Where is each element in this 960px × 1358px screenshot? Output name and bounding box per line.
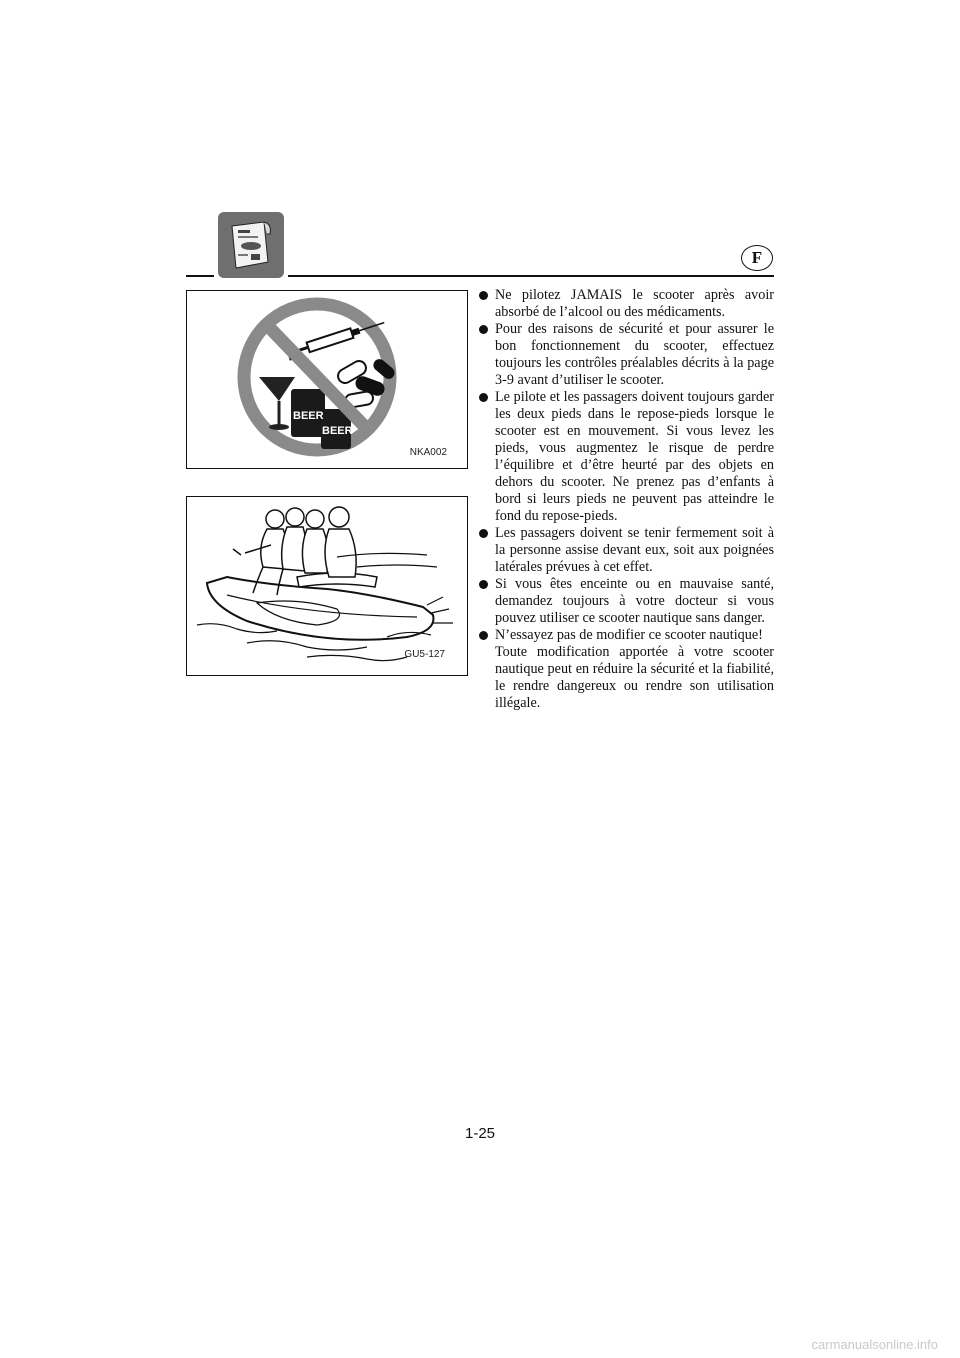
owner-manual-icon <box>218 212 284 278</box>
bullet-icon <box>479 580 488 589</box>
list-item: Pour des raisons de sécurité et pour assurer le bon fonctionnement du scooter, effectuez toujours les contrôles préalables décrits à la page 3-9 avant d’utiliser le scooter. <box>478 321 774 389</box>
language-badge: F <box>741 245 773 271</box>
list-item: Le pilote et les passagers doivent toujours garder les deux pieds dans le repose-pieds lorsque le scooter est en mouvement. Si vous levez les pieds, vous augmentez le risque de perdre l’équilibre et d’être heurté par des objets en dehors du scooter. Ne prenez pas d’enfants à bord si leurs pieds ne peuvent pas atteindre le fond du repose-pieds. <box>478 389 774 525</box>
list-item: N’essayez pas de modifier ce scooter nautique! Toute modification apportée à votre scooter nautique peut en réduire la sécurité et la fiabilité, le rendre dangereux ou rendre son utilisation illégale. <box>478 627 774 712</box>
bullet-icon <box>479 325 488 334</box>
safety-instructions <box>478 287 774 712</box>
watermark: carmanualsonline.info <box>811 1337 938 1352</box>
beer-can-label: BEER <box>293 410 324 422</box>
beer-can-label: BEER <box>322 425 353 437</box>
figure-code: NKA002 <box>409 447 447 458</box>
list-item: Ne pilotez JAMAIS le scooter après avoir absorbé de l’alcool ou des médicaments. <box>478 287 774 321</box>
list-item: Les passagers doivent se tenir fermement soit à la personne assise devant eux, soit aux poignées latérales prévues à cet effet. <box>478 525 774 576</box>
bullet-icon <box>479 393 488 402</box>
list-item: Si vous êtes enceinte ou en mauvaise santé, demandez toujours à votre docteur si vous pouvez utiliser ce scooter nautique sans danger. <box>478 576 774 627</box>
bullet-icon <box>479 291 488 300</box>
header-rule-right <box>288 275 774 277</box>
bullet-icon <box>479 631 488 640</box>
bullet-icon <box>479 529 488 538</box>
figure-code: GU5-127 <box>404 649 445 660</box>
figure-watercraft-riders <box>186 496 468 676</box>
bullet-list <box>478 287 774 712</box>
page-number: 1-25 <box>464 1125 496 1142</box>
header-rule-left <box>186 275 214 277</box>
no-alcohol-drugs-icon <box>187 291 467 468</box>
figure-no-alcohol-drugs <box>186 290 468 469</box>
